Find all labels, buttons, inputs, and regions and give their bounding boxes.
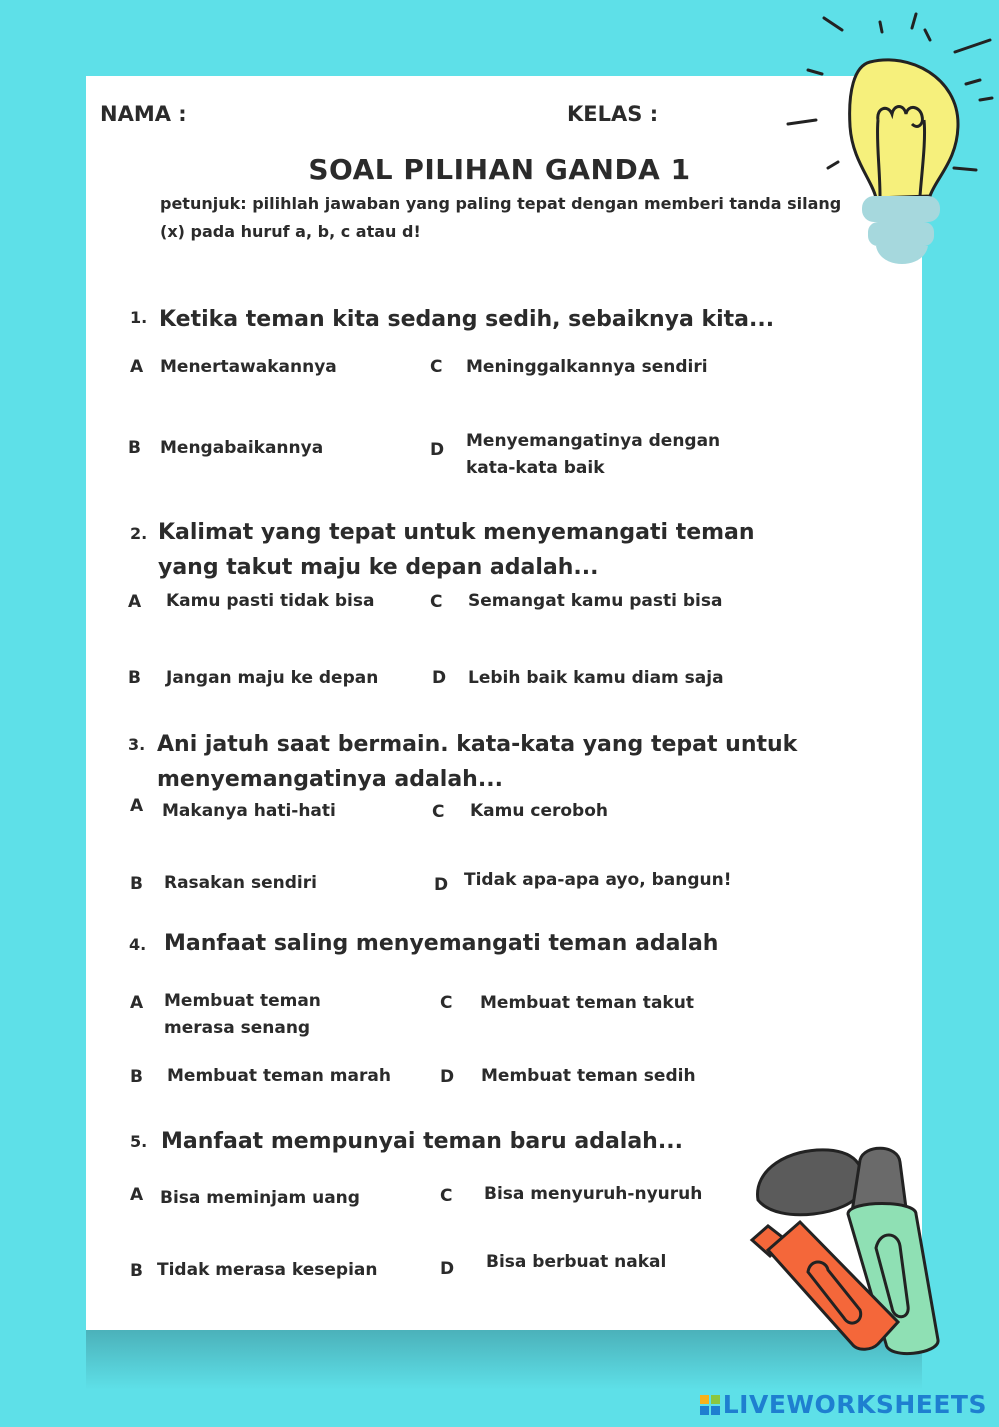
option-letter[interactable]: B	[130, 874, 143, 894]
question-text: Manfaat saling menyemangati teman adalah	[164, 931, 719, 956]
option-text: Meninggalkannya sendiri	[466, 357, 708, 377]
option-text: Bisa meminjam uang	[160, 1188, 360, 1208]
option-text: Menertawakannya	[160, 357, 337, 377]
option-letter[interactable]: B	[130, 1067, 143, 1087]
option-text: Membuat teman takut	[480, 993, 694, 1013]
logo-text: LIVEWORKSHEETS	[722, 1390, 987, 1419]
option-letter[interactable]: D	[434, 875, 449, 895]
option-text: Bisa menyuruh-nyuruh	[484, 1184, 703, 1204]
option-text: Membuat teman sedih	[481, 1066, 696, 1086]
option-letter[interactable]: C	[440, 993, 453, 1013]
option-text: Membuat teman merasa senang	[164, 991, 321, 1038]
option-letter[interactable]: A	[130, 1185, 144, 1205]
logo-grid-icon	[700, 1395, 720, 1415]
option-text: Mengabaikannya	[160, 438, 324, 458]
option-letter[interactable]: A	[128, 592, 142, 612]
option-letter[interactable]: B	[130, 1261, 143, 1281]
option-letter[interactable]: D	[440, 1067, 455, 1087]
question-number: 2.	[130, 524, 148, 543]
option-letter[interactable]: D	[430, 440, 445, 460]
lightbulb-icon	[780, 0, 999, 280]
question-number: 5.	[130, 1132, 148, 1151]
liveworksheets-logo[interactable]	[700, 1390, 987, 1419]
option-text: Menyemangatinya dengan kata-kata baik	[466, 431, 721, 478]
option-letter[interactable]: B	[128, 438, 141, 458]
option-letter[interactable]: D	[432, 668, 447, 688]
option-letter[interactable]: C	[430, 592, 443, 612]
option-text: Tidak apa-apa ayo, bangun!	[464, 870, 732, 890]
nama-label: NAMA :	[100, 102, 187, 126]
page-title: SOAL PILIHAN GANDA 1	[308, 153, 691, 186]
option-text: Rasakan sendiri	[164, 873, 317, 893]
option-letter[interactable]: C	[440, 1186, 453, 1206]
question-number: 1.	[130, 308, 148, 327]
option-text: Tidak merasa kesepian	[157, 1260, 378, 1280]
question-text: Kalimat yang tepat untuk menyemangati teman yang takut maju ke depan adalah...	[158, 520, 755, 580]
option-letter[interactable]: C	[432, 802, 445, 822]
option-text: Kamu ceroboh	[470, 801, 609, 821]
option-text: Kamu pasti tidak bisa	[166, 591, 375, 611]
option-letter[interactable]: A	[130, 796, 144, 816]
option-letter[interactable]: D	[440, 1259, 455, 1279]
option-text: Makanya hati-hati	[162, 801, 336, 821]
question-text: Ketika teman kita sedang sedih, sebaiknya kita...	[159, 307, 775, 332]
option-text: Lebih baik kamu diam saja	[468, 668, 724, 688]
instruction-text: petunjuk: pilihlah jawaban yang paling tepat dengan memberi tanda silang (x) pada huruf a, b, c atau d!	[160, 194, 842, 241]
option-letter[interactable]: A	[130, 357, 144, 377]
option-text: Membuat teman marah	[167, 1066, 391, 1086]
option-letter[interactable]: B	[128, 668, 141, 688]
option-text: Jangan maju ke depan	[166, 668, 379, 688]
markers-icon	[748, 1130, 999, 1380]
question-number: 3.	[128, 735, 146, 754]
option-letter[interactable]: A	[130, 993, 144, 1013]
kelas-label: KELAS :	[567, 102, 659, 126]
option-letter[interactable]: C	[430, 357, 443, 377]
option-text: Bisa berbuat nakal	[486, 1252, 667, 1272]
question-text: Manfaat mempunyai teman baru adalah...	[161, 1129, 683, 1154]
question-number: 4.	[129, 935, 147, 954]
option-text: Semangat kamu pasti bisa	[468, 591, 723, 611]
question-text: Ani jatuh saat bermain. kata-kata yang tepat untuk menyemangatinya adalah...	[157, 732, 798, 792]
